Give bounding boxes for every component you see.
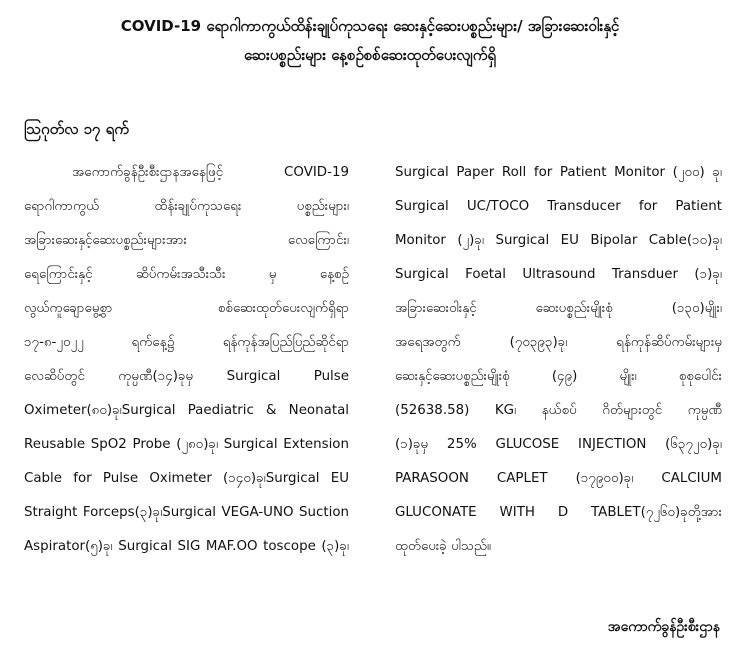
title-line-2: ဆေးပစ္စည်းများ နေ့စဉ်စစ်ဆေးထုတ်ပေးလျက်ရှိ [243, 46, 497, 64]
paragraph-line: GLUCONATE WITH D TABLET(၇၂၆၀)ခုတို့အား [395, 505, 722, 520]
paragraph-line: Straight Forceps(၃)ခု၊Surgical VEGA-UNO Suction [24, 505, 349, 520]
paragraph-line: Surgical Foetal Ultrasound Transduer (၁)ခု၊ [395, 267, 722, 282]
paragraph-line: Monitor (၂)ခု၊ Surgical EU Bipolar Cable(၁၀)ခု၊ [395, 233, 722, 248]
title-line-1: COVID-19 ရောဂါကာကွယ်ထိန်းချုပ်ကုသရေး ဆေးနှင့်ဆေးပစ္စည်းများ/ အခြားဆေးဝါးနှင့် [120, 17, 620, 35]
paragraph-line: အခြားဆေးဝါးနှင့် ဆေးပစ္စည်းမျိုးစုံ (၁၃၀)မျိုး၊ [395, 301, 722, 316]
paragraph-line: Cable for Pulse Oximeter (၁၄၀)ခု၊Surgical EU [24, 471, 349, 486]
paragraph-line: Aspirator(၅)ခု၊ Surgical SIG MAF.OO toscope (၃)ခု၊ [24, 539, 349, 554]
paragraph-line: အရေအတွက် (၇၀၃၉၃)ခု၊ ရန်ကုန်ဆိပ်ကမ်းများမှ [395, 335, 722, 350]
paragraph-line: အခြားဆေးနှင့်ဆေးပစ္စည်းများအား လေကြောင်း၊ [24, 233, 349, 248]
paragraph-line: အကောက်ခွန်ဦးစီးဌာနအနေဖြင့် COVID-19 [72, 165, 349, 180]
paragraph-line: ထုတ်ပေးခဲ့ ပါသည်။ [395, 539, 491, 554]
paragraph-line: Surgical Paper Roll for Patient Monitor (၂၀၀) ခု၊ [395, 165, 722, 180]
paragraph-line: Surgical UC/TOCO Transducer for Patient [395, 199, 722, 214]
paragraph-line: Reusable SpO2 Probe (၂၈၀)ခု၊ Surgical Extension [24, 437, 349, 452]
paragraph-line: ဆေးနှင့်ဆေးပစ္စည်းမျိုးစုံ (၄၉) မျိုး၊ စုစုပေါင်း [395, 369, 722, 384]
paragraph-line: ၁၇-၈-၂၀၂၂ ရက်နေ့၌ ရန်ကုန်အပြည်ပြည်ဆိုင်ရာ [24, 335, 349, 350]
paragraph-line: (52638.58) KG၊ နယ်စပ် ဂိတ်များတွင် ကုမ္ပဏီ [395, 403, 722, 418]
signature: အကောက်ခွန်ဦးစီးဌာန [607, 619, 720, 635]
paragraph-line: လေဆိပ်တွင် ကုမ္ပဏီ(၁၄)ခုမှ Surgical Pulse [24, 369, 349, 384]
page-title [30, 12, 710, 70]
right-text-column [395, 156, 722, 564]
paragraph-line: (၁)ခုမှ 25% GLUCOSE INJECTION (၆၃၇၂၀)ခု၊ [395, 437, 722, 452]
paragraph-line: လွယ်ကူချောမွေ့စွာ စစ်ဆေးထုတ်ပေးလျက်ရှိရာ [24, 301, 349, 316]
paragraph-line: Oximeter(၈၀)ခု၊Surgical Paediatric & Neonatal [24, 403, 349, 418]
date-heading: ဩဂုတ်လ ၁၇ ရက် [24, 120, 129, 138]
paragraph-line: ရောဂါကာကွယ် ထိန်းချုပ်ကုသရေး ပစ္စည်းများ၊ [24, 199, 349, 214]
left-text-column [24, 156, 349, 564]
paragraph-line: PARASOON CAPLET (၁၇၉၀၀)ခု၊ CALCIUM [395, 471, 722, 486]
paragraph-line: ရေကြောင်းနှင့် ဆိပ်ကမ်းအသီးသီး မှ နေ့စဉ် [24, 267, 349, 282]
